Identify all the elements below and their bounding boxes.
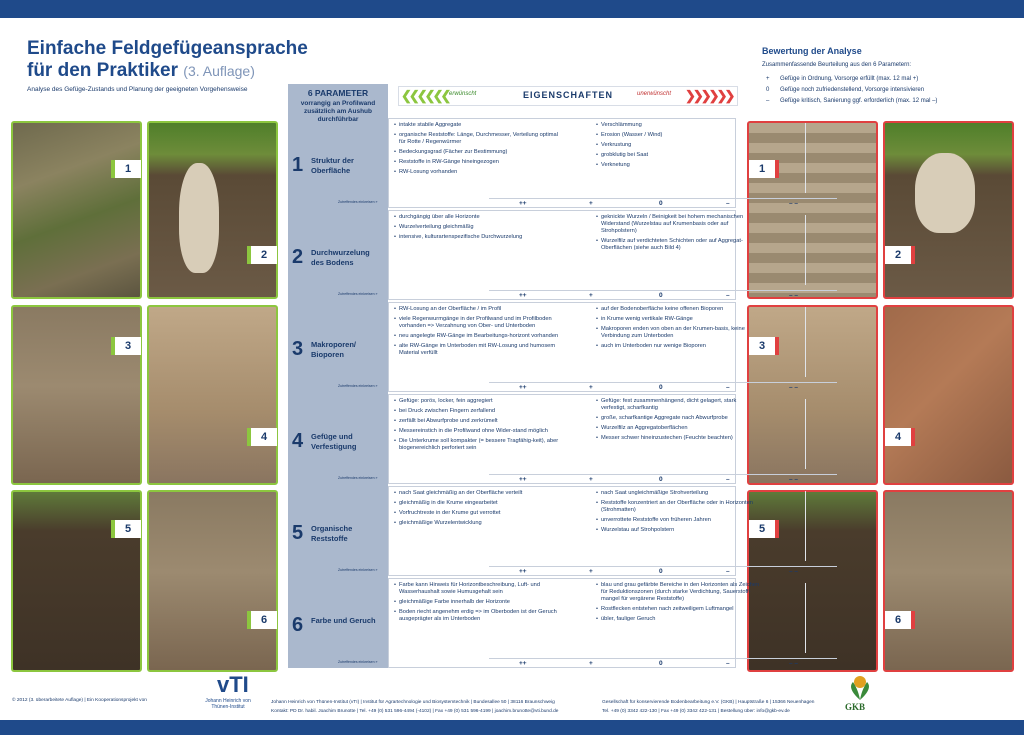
parameter-number: 1	[292, 154, 304, 176]
parameter-header: 6 PARAMETER	[307, 88, 369, 98]
photo-bad-5a	[747, 490, 878, 672]
scale-note: Zutreffendes einkreisen »	[338, 568, 378, 572]
good-properties-list	[394, 582, 560, 626]
vti-logo: vTI Johann Heinrich von Thünen-Institut	[205, 672, 251, 710]
bad-properties-list	[596, 490, 762, 537]
bad-property: • Wurzelfilz an Aggregatoberflächen	[596, 425, 762, 432]
good-property: • neu angelegte RW-Gänge im Bearbeitungs-horizont vorhanden	[394, 333, 560, 340]
photo-bad-5b	[883, 490, 1014, 672]
parameter-row	[288, 118, 799, 208]
good-property: • Die Unterkrume soll kompakter (= bessere Tragfähig-keit), aber biogenereichlich perforiert sein	[394, 438, 560, 452]
photo-number-1: 1	[111, 160, 141, 178]
rating-scale	[489, 474, 837, 485]
scale-option[interactable]: 0	[659, 200, 663, 207]
column-divider	[805, 307, 806, 377]
bad-property: • geknickte Wurzeln / Beinigkeit bei hohem mechanischen Widerstand (Wurzelstau auf Krumenbasis oder auf Strohpolstern)	[596, 214, 762, 235]
scale-option[interactable]: 0	[659, 660, 663, 667]
scale-option[interactable]: +	[589, 384, 593, 391]
bad-property: • Wurzelfilz auf verdichteten Schichten oder auf Aggregat-Oberflächen (siehe auch Bild 4)	[596, 238, 762, 252]
rating-subtitle: Zusammenfassende Beurteilung aus den 6 Parametern:	[762, 62, 912, 68]
parameter-number: 5	[292, 522, 304, 544]
rating-scale	[489, 198, 837, 209]
good-property: • Bedeckungsgrad (Fächer zur Bestimmung)	[394, 149, 560, 156]
scale-option[interactable]: 0	[659, 384, 663, 391]
scale-option[interactable]: +	[589, 568, 593, 575]
parameter-number: 6	[292, 614, 304, 636]
column-divider	[805, 583, 806, 653]
scale-option[interactable]: 0	[659, 568, 663, 575]
photo-good-3a	[11, 305, 142, 485]
photo-good-1a	[11, 121, 142, 299]
scale-option[interactable]: – –	[789, 292, 799, 299]
footer-gkb-contact: Gesellschaft für konservierende Bodenbearbeitung e.V. (GKB) | Hauptstraße 6 | 15366 Neuenhagen Tel. +49 (0) 3342 422-130 | Fax +49 (0) 3342 422-131 | Bestellung über: info@gkb-ev.de	[602, 700, 815, 714]
bad-property: • übler, fauliger Geruch	[596, 616, 762, 623]
parameter-name: Organische Reststoffe	[311, 524, 353, 543]
unwanted-label: unerwünscht	[637, 91, 672, 97]
scale-note: Zutreffendes einkreisen »	[338, 200, 378, 204]
scale-option[interactable]: +	[589, 292, 593, 299]
bad-property: • auf der Bodenoberfläche keine offenen Bioporen	[596, 306, 762, 313]
bad-properties-list	[596, 582, 762, 626]
scale-option[interactable]: –	[726, 384, 730, 391]
chevrons-bad-icon: ❯❯❯❯❯❯	[685, 88, 733, 103]
bad-property: • grobklutig bei Saat	[596, 152, 762, 159]
gkb-leaf-icon	[843, 672, 877, 702]
column-divider	[805, 215, 806, 285]
column-divider	[805, 399, 806, 469]
photo-good-5b	[147, 490, 278, 672]
parameter-number: 4	[292, 430, 304, 452]
bad-properties-list	[596, 398, 762, 445]
scale-option[interactable]: ++	[519, 568, 527, 575]
parameter-name: Gefüge und Verfestigung	[311, 432, 357, 451]
photo-good-1b	[147, 121, 278, 299]
good-property: • Wurzelverteilung gleichmäßig	[394, 224, 560, 231]
good-property: • organische Reststoffe: Länge, Durchmesser, Verteilung optimal für Rotte / Regenwürmer	[394, 132, 560, 146]
scale-note: Zutreffendes einkreisen »	[338, 384, 378, 388]
scale-option[interactable]: –	[726, 476, 730, 483]
parameter-row	[288, 578, 799, 668]
photo-number-3: 3	[111, 337, 141, 355]
scale-option[interactable]: ++	[519, 384, 527, 391]
photo-number-1: 1	[749, 160, 779, 178]
scale-option[interactable]: –	[726, 292, 730, 299]
bad-property: • Verknetung	[596, 162, 762, 169]
parameter-row	[288, 302, 799, 392]
bad-property: • Reststoffe konzentriert an der Oberfläche oder in Horizonten (Strohmatten)	[596, 500, 762, 514]
rating-scale	[489, 566, 837, 577]
bad-property: • in Krume wenig vertikale RW-Gänge	[596, 316, 762, 323]
good-property: • durchgängig über alle Horizonte	[394, 214, 560, 221]
scale-note: Zutreffendes einkreisen »	[338, 292, 378, 296]
bad-property: • Erosion (Wasser / Wind)	[596, 132, 762, 139]
bottom-bar	[0, 720, 1024, 735]
bad-property: • Rostflecken entstehen nach zeitweiligem Luftmangel	[596, 606, 762, 613]
parameter-row	[288, 486, 799, 576]
parameter-row	[288, 394, 799, 484]
rating-scale	[489, 382, 837, 393]
good-property: • RW-Losung an der Oberfläche / im Profil	[394, 306, 560, 313]
column-divider	[805, 491, 806, 561]
scale-note: Zutreffendes einkreisen »	[338, 660, 378, 664]
photo-number-4: 4	[247, 428, 277, 446]
scale-option[interactable]: +	[589, 476, 593, 483]
photo-good-5a	[11, 490, 142, 672]
rating-scale	[489, 290, 837, 301]
parameter-row	[288, 210, 799, 300]
parameter-number: 3	[292, 338, 304, 360]
bad-properties-list	[596, 306, 762, 353]
scale-option[interactable]: ++	[519, 476, 527, 483]
scale-option[interactable]: ++	[519, 200, 527, 207]
photo-bad-1b	[883, 121, 1014, 299]
photo-bad-3b	[883, 305, 1014, 485]
photo-bad-3a	[747, 305, 878, 485]
rating-title: Bewertung der Analyse	[762, 46, 862, 56]
scale-option[interactable]: – –	[789, 568, 799, 575]
parameter-name: Makroporen/ Bioporen	[311, 340, 357, 359]
photo-number-2: 2	[885, 246, 915, 264]
photo-number-6: 6	[885, 611, 915, 629]
good-property: • Farbe kann Hinweis für Horizontbeschreibung, Luft- und Wasserhaushalt sowie Humusgehalt sein	[394, 582, 560, 596]
good-property: • gleichmäßig in die Krume eingearbeitet	[394, 500, 560, 507]
rating-scale	[489, 658, 837, 669]
bad-property: • Verschlämmung	[596, 122, 762, 129]
bad-property: • große, scharfkantige Aggregate nach Abwurfprobe	[596, 415, 762, 422]
legend-item: + Gefüge in Ordnung, Vorsorge erfüllt (max. 12 mal +)	[766, 76, 919, 82]
photo-number-6: 6	[247, 611, 277, 629]
photo-good-3b	[147, 305, 278, 485]
legend-item: – Gefüge kritisch, Sanierung ggf. erforderlich (max. 12 mal –)	[766, 98, 938, 104]
footer-copyright: © 2012 (3. überarbeitete Auflage) | Ein Kooperationsprojekt von	[12, 698, 147, 703]
good-properties-list	[394, 214, 560, 244]
bad-property: • Verkrustung	[596, 142, 762, 149]
bad-property: • Messer schwer hineinzustechen (Feuchte beachten)	[596, 435, 762, 442]
scale-option[interactable]: +	[589, 200, 593, 207]
photo-number-3: 3	[749, 337, 779, 355]
legend-item: 0 Gefüge noch zufriedenstellend, Vorsorge intensivieren	[766, 87, 925, 93]
good-property: • Vorfruchtreste in der Krume gut verrottet	[394, 510, 560, 517]
scale-option[interactable]: – –	[789, 476, 799, 483]
bad-property: • Wurzelstau auf Strohpolstern	[596, 527, 762, 534]
column-divider	[805, 123, 806, 193]
parameter-name: Durchwurzelung des Bodens	[311, 248, 370, 267]
photo-bad-1a	[747, 121, 878, 299]
bad-properties-list	[596, 122, 762, 172]
scale-option[interactable]: ++	[519, 660, 527, 667]
page-title: Einfache Feldgefügeansprache für den Praktiker (3. Auflage)	[27, 38, 308, 81]
footer-vti-contact: Johann Heinrich von Thünen-Institut (vTI) | Institut für Agrartechnologie und Biosystemtechnik | Bundesallee 50 | 38116 Braunschweig Kontakt: PD Dr. habil. Joachim Brunotte | Tel. +49 (0) 531 596-4494 (-4102) | Fax +49 (0) 531 596-4199 | joachim.brunotte@vti.bund.de	[271, 700, 559, 714]
bad-properties-list	[596, 214, 762, 255]
good-property: • intensive, kulturartenspezifische Durchwurzelung	[394, 234, 560, 241]
photo-number-2: 2	[247, 246, 277, 264]
good-property: • viele Regenwurmgänge in der Profilwand und im Profilboden vorhanden => Verzahnung von Ober- und Unterboden	[394, 316, 560, 330]
good-property: • intakte stabile Aggregate	[394, 122, 560, 129]
scale-option[interactable]: – –	[789, 660, 799, 667]
scale-option[interactable]: – –	[789, 384, 799, 391]
good-properties-list	[394, 122, 560, 179]
good-property: • nach Saat gleichmäßig an der Oberfläche verteilt	[394, 490, 560, 497]
scale-option[interactable]: – –	[789, 200, 799, 207]
good-property: • RW-Losung vorhanden	[394, 169, 560, 176]
wanted-label: erwünscht	[449, 91, 477, 97]
good-property: • bei Druck zwischen Fingern zerfallend	[394, 408, 560, 415]
scale-option[interactable]: –	[726, 568, 730, 575]
bad-property: • nach Saat ungleichmäßige Strohverteilung	[596, 490, 762, 497]
good-property: • Boden riecht angenehm erdig => im Oberboden ist der Geruch ausgeprägter als im Unterboden	[394, 609, 560, 623]
photo-number-4: 4	[885, 428, 915, 446]
good-property: • Gefüge: porös, locker, fein aggregiert	[394, 398, 560, 405]
parameter-number: 2	[292, 246, 304, 268]
scale-option[interactable]: 0	[659, 292, 663, 299]
chevrons-good-icon: ❮❮❮❮❮❮	[401, 88, 449, 103]
bad-property: • auch im Unterboden nur wenige Bioporen	[596, 343, 762, 350]
photo-number-5: 5	[749, 520, 779, 538]
scale-option[interactable]: –	[726, 200, 730, 207]
parameter-name: Farbe und Geruch	[311, 616, 376, 625]
good-property: • Reststoffe in RW-Gänge hineingezogen	[394, 159, 560, 166]
scale-option[interactable]: ++	[519, 292, 527, 299]
bad-property: • unverrottete Reststoffe von früheren Jahren	[596, 517, 762, 524]
beet-root-shape	[179, 163, 219, 273]
scale-option[interactable]: 0	[659, 476, 663, 483]
scale-option[interactable]: +	[589, 660, 593, 667]
properties-header	[398, 86, 738, 106]
top-bar	[0, 0, 1024, 18]
good-property: • zerfällt bei Abwurfprobe und zerkrümelt	[394, 418, 560, 425]
good-property: • gleichmäßige Wurzelentwicklung	[394, 520, 560, 527]
beet-root-shape	[915, 153, 975, 233]
scale-option[interactable]: –	[726, 660, 730, 667]
rating-legend	[766, 74, 937, 107]
good-property: • gleichmäßige Farbe innerhalb der Horizonte	[394, 599, 560, 606]
scale-note: Zutreffendes einkreisen »	[338, 476, 378, 480]
bad-property: • Makroporen enden von oben an der Krumen-basis, keine Verbindung zum Unterboden	[596, 326, 762, 340]
parameter-header-desc: vorrangig an Profilwand zusätzlich am Aushub durchführbar	[300, 100, 376, 123]
properties-label: EIGENSCHAFTEN	[522, 90, 613, 100]
good-properties-list	[394, 306, 560, 360]
page-subtitle: Analyse des Gefüge-Zustands und Planung der geeigneten Vorgehensweise	[27, 86, 248, 93]
bad-property: • blau und grau gefärbte Bereiche in den Horizonten als Zeichen für Reduktionszonen (durch starke Verdichtung, Sauerstoff-mangel für vergärene Reststoffe)	[596, 582, 762, 603]
parameter-name: Struktur der Oberfläche	[311, 156, 354, 175]
edition-label: (3. Auflage)	[183, 63, 255, 79]
bad-property: • Gefüge: fest zusammenhängend, dicht gelagert, stark verfestigt, scharfkantig	[596, 398, 762, 412]
good-properties-list	[394, 490, 560, 530]
good-properties-list	[394, 398, 560, 455]
gkb-logo: GKB	[843, 672, 877, 716]
photo-number-5: 5	[111, 520, 141, 538]
good-property: • alte RW-Gänge im Unterboden mit RW-Losung und humosem Material verfüllt	[394, 343, 560, 357]
good-property: • Messereinstich in die Profilwand ohne Wider-stand möglich	[394, 428, 560, 435]
